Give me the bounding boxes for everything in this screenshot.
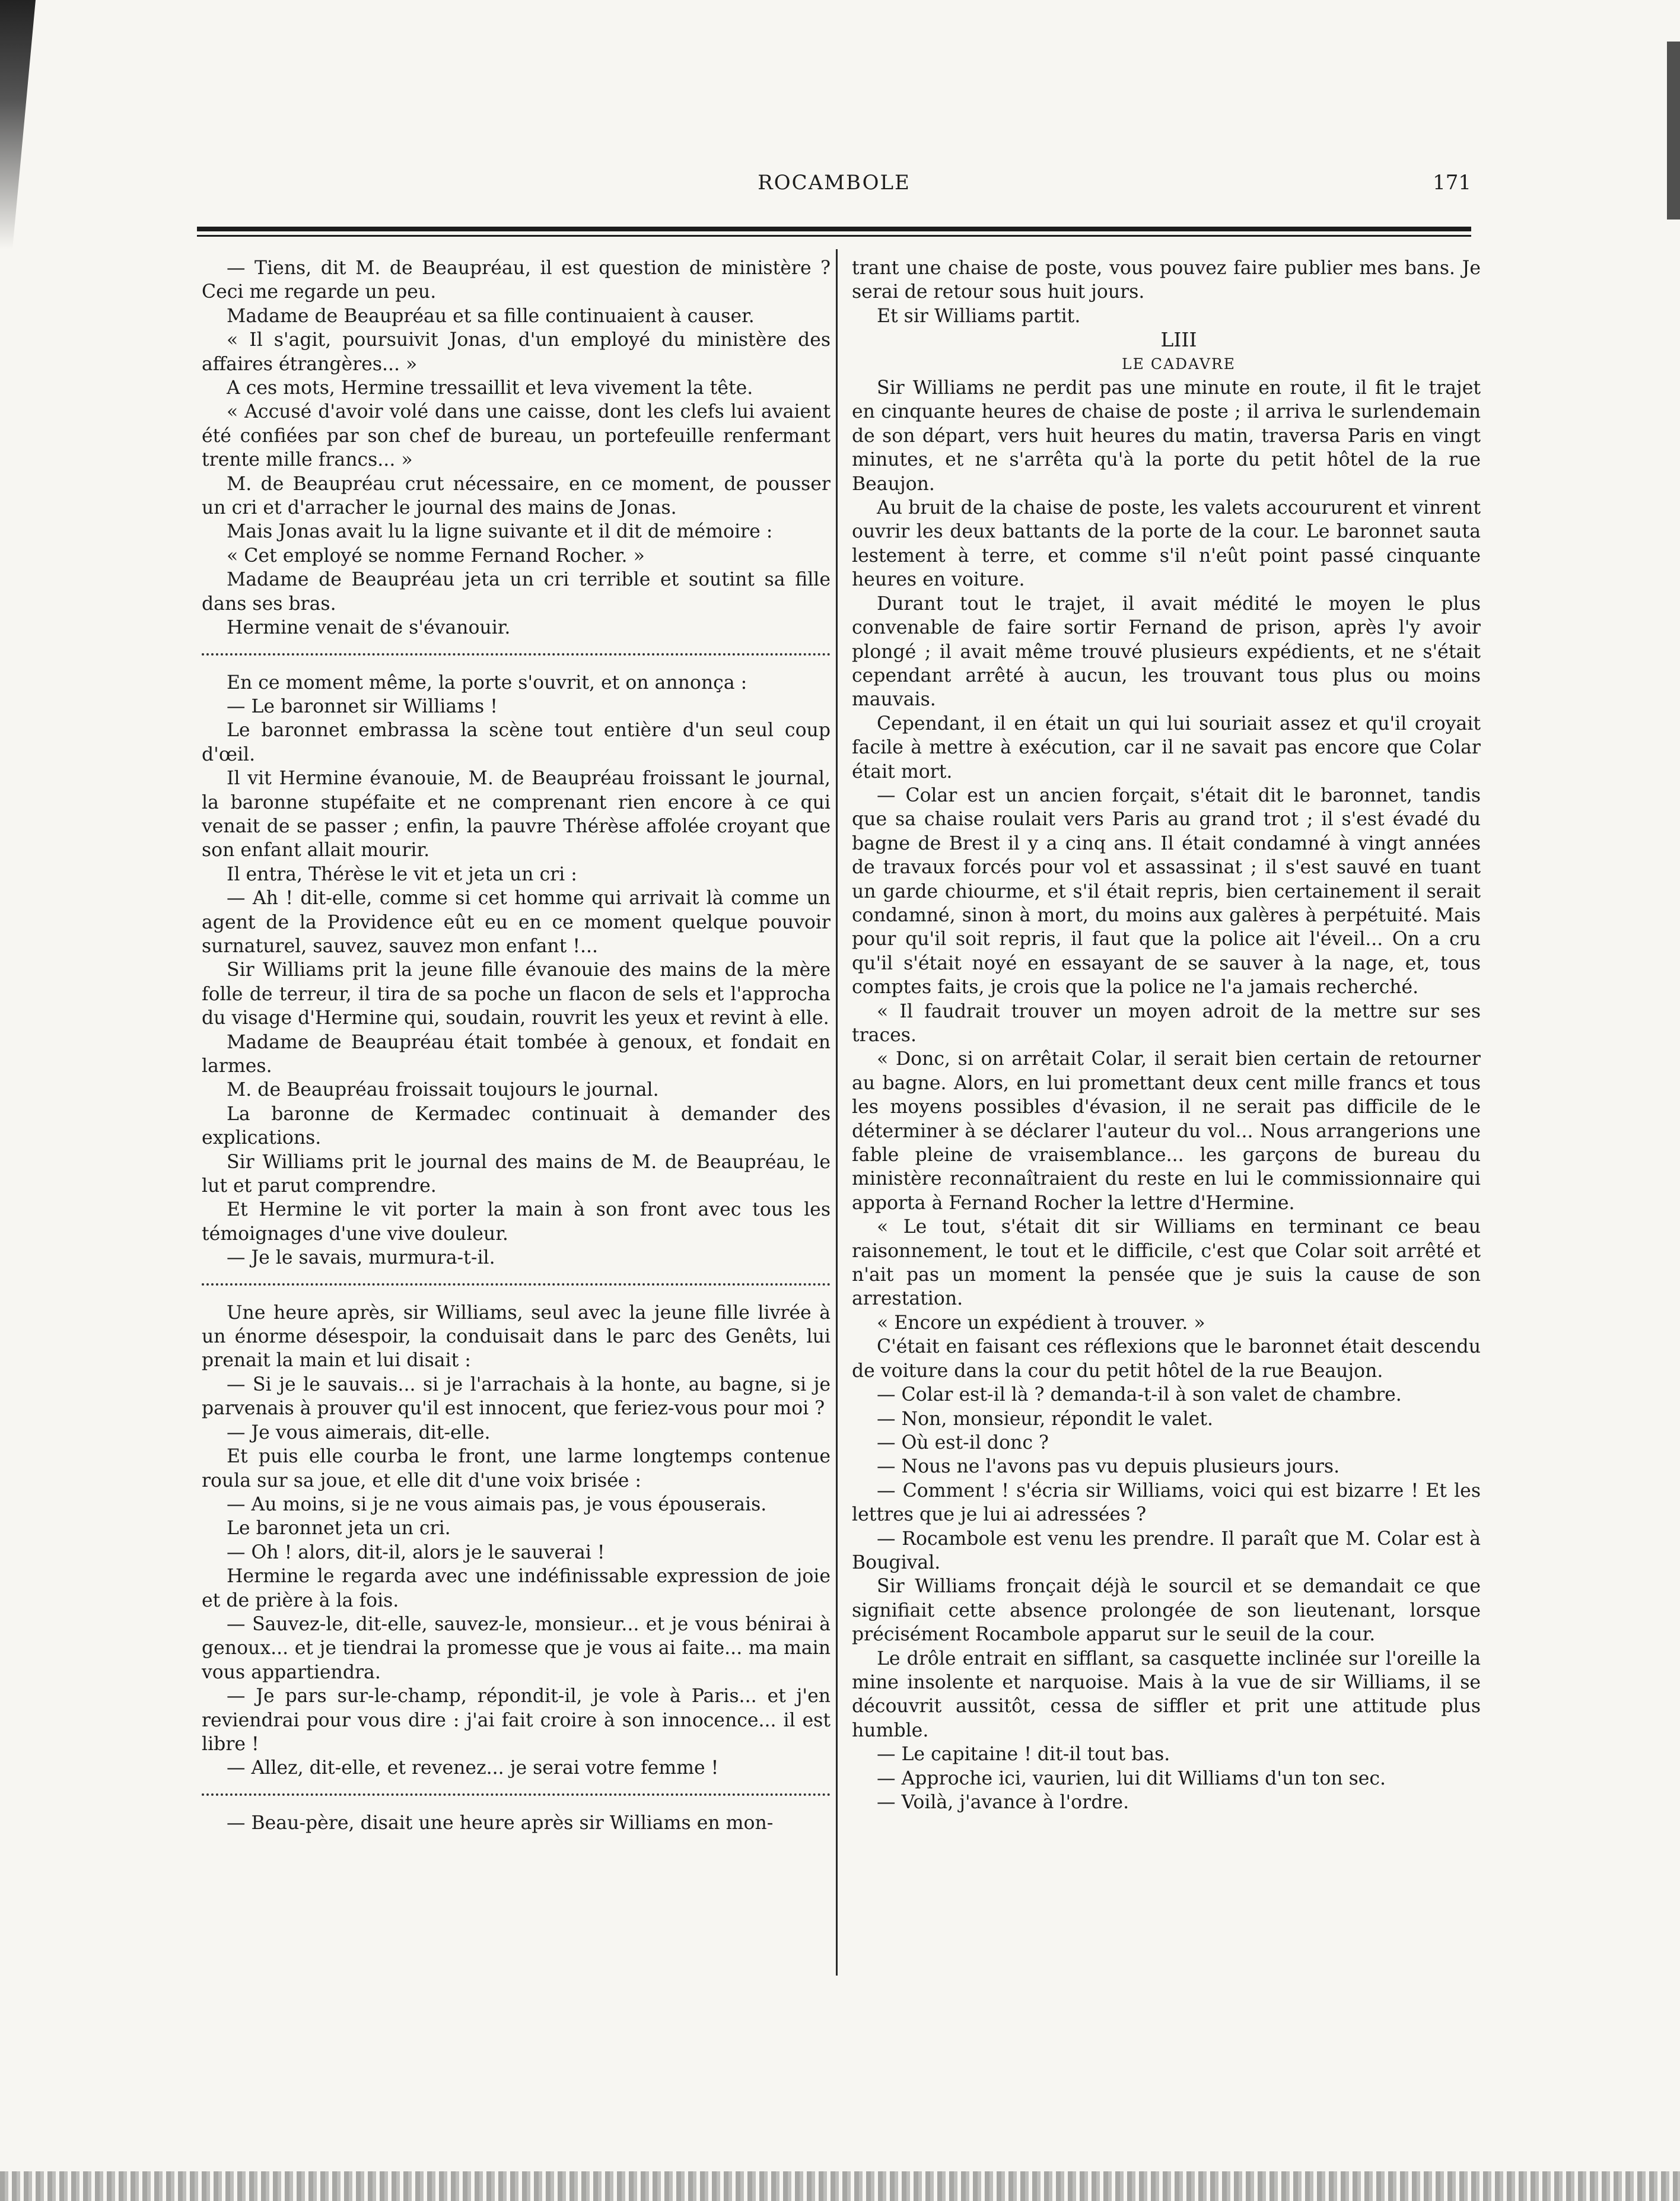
paragraph: En ce moment même, la porte s'ouvrit, et on annonça : [227, 672, 747, 694]
paragraph: — Ah ! dit-elle, comme si cet homme qui arrivait là comme un agent de la Providence eût eu en ce moment quelque pouvoir surnaturel, sauvez, sauvez mon enfant !... [202, 888, 831, 957]
paragraph: — Oh ! alors, dit-il, alors je le sauverai ! [227, 1541, 605, 1563]
chapter-number: LIII [1160, 328, 1197, 352]
paragraph: — Colar est un ancien forçait, s'était dit le baronnet, tandis que sa chaise roulait vers Paris au grand trot ; il s'est évadé du bagne de Brest il y a cinq ans. Il était condamné à vingt années de travaux forcés pour vol et assassinat ; il s'est sauvé en tuant un garde chiourme, et s'il était repris, bien certainement il serait condamné, sinon à mort, du moins aux galères à perpétuité. Mais pour qu'il soit repris, il faut que la police ait l'éveil... On a cru qu'il s'était noyé en essayant de se sauver à la nage, et, tous comptes faits, je crois que la police ne l'a jamais recherché. [852, 784, 1481, 998]
paragraph: Il entra, Thérèse le vit et jeta un cri : [227, 863, 577, 885]
page-header [197, 171, 1471, 199]
paragraph: Hermine venait de s'évanouir. [227, 617, 511, 639]
paragraph: Mais Jonas avait lu la ligne suivante et il dit de mémoire : [227, 521, 773, 543]
scan-edge-bottom [0, 2171, 1680, 2201]
left-column [202, 256, 831, 1835]
paragraph: Et puis elle courba le front, une larme longtemps contenue roula sur sa joue, et elle dit d'une voix brisée : [202, 1446, 831, 1491]
dotted-separator [202, 1259, 831, 1286]
paragraph: Une heure après, sir Williams, seul avec la jeune fille livrée à un énorme désespoir, la conduisait dans le parc des Genêts, lui prenait la main et lui disait : [202, 1302, 831, 1372]
paragraph: trant une chaise de poste, vous pouvez faire publier mes bans. Je serai de retour sous huit jours. [852, 257, 1481, 303]
paragraph: Et Hermine le vit porter la main à son front avec tous les témoignages d'une vive douleur. [202, 1199, 831, 1245]
paragraph: M. de Beaupréau froissait toujours le journal. [227, 1079, 659, 1101]
paragraph: — Rocambole est venu les prendre. Il paraît que M. Colar est à Bougival. [852, 1528, 1481, 1573]
paragraph: Sir Williams ne perdit pas une minute en route, il fit le trajet en cinquante heures de chaise de poste ; il arriva le surlendemain de son départ, vers huit heures du matin, traversa Paris en vingt minutes, et ne s'arrêta qu'à la porte du petit hôtel de la rue Beaujon. [852, 377, 1481, 495]
dotted-separator [202, 629, 831, 656]
paragraph: Sir Williams fronçait déjà le sourcil et se demandait ce que signifiait cette absence prolongée de son lieutenant, lorsque précisément Rocambole apparut sur le seuil de la cour. [852, 1576, 1481, 1646]
paragraph: Madame de Beaupréau était tombée à genoux, et fondait en larmes. [202, 1031, 831, 1077]
paragraph: — Le baronnet sir Williams ! [227, 695, 498, 717]
paragraph: Le baronnet jeta un cri. [227, 1518, 451, 1540]
paragraph: C'était en faisant ces réflexions que le baronnet était descendu de voiture dans la cour du petit hôtel de la rue Beaujon. [852, 1336, 1481, 1382]
paragraph: Madame de Beaupréau et sa fille continuaient à causer. [227, 305, 755, 327]
paragraph: — Je pars sur-le-champ, répondit-il, je vole à Paris... et j'en reviendrai pour vous dire : j'ai fait croire à son innocence... il est libre ! [202, 1685, 831, 1755]
paragraph: — Colar est-il là ? demanda-t-il à son valet de chambre. [877, 1384, 1402, 1406]
paragraph: « Il s'agit, poursuivit Jonas, d'un employé du ministère des affaires étrangères... » [202, 329, 831, 375]
paragraph: — Je vous aimerais, dit-elle. [227, 1421, 491, 1443]
paragraph: Le drôle entrait en sifflant, sa casquette inclinée sur l'oreille la mine insolente et narquoise. Mais à la vue de sir Williams, il se découvrit aussitôt, cessa de siffler et prit une attitude plus humble. [852, 1647, 1481, 1741]
paragraph: Sir Williams prit la jeune fille évanouie des mains de la mère folle de terreur, il tira de sa poche un flacon de sels et l'approcha du visage d'Hermine qui, soudain, rouvrit les yeux et revint à elle. [202, 959, 831, 1029]
dotted-separator [202, 1770, 831, 1796]
paragraph: — Sauvez-le, dit-elle, sauvez-le, monsieur... et je vous bénirai à genoux... et je tiendrai la promesse que je vous ai faite... ma main vous appartiendra. [202, 1613, 831, 1683]
scan-edge-right [1667, 42, 1680, 220]
paragraph: Sir Williams prit le journal des mains de M. de Beaupréau, le lut et parut comprendre. [202, 1151, 831, 1197]
paragraph: — Non, monsieur, répondit le valet. [877, 1408, 1213, 1430]
paragraph: — Le capitaine ! dit-il tout bas. [877, 1744, 1170, 1766]
paragraph: « Accusé d'avoir volé dans une caisse, dont les clefs lui avaient été confiées par son chef de bureau, un portefeuille renfermant trente mille francs... » [202, 401, 831, 471]
paragraph: A ces mots, Hermine tressaillit et leva vivement la tête. [227, 377, 753, 399]
paragraph: Durant tout le trajet, il avait médité le moyen le plus convenable de faire sortir Fernand de prison, après l'y avoir plongé ; il avait même trouvé plusieurs expédients, et ne s'était cependant arrêté à aucun, les trouvant tous plus ou moins mauvais. [852, 593, 1481, 711]
paragraph: Il vit Hermine évanouie, M. de Beaupréau froissant le journal, la baronne stupéfaite et ne comprenant rien encore à ce qui venait de se passer ; enfin, la pauvre Thérèse affolée croyant que son enfant allait mourir. [202, 768, 831, 861]
paragraph: « Encore un expédient à trouver. » [877, 1312, 1205, 1334]
scan-edge-left [0, 0, 36, 249]
paragraph: — Je le savais, murmura-t-il. [227, 1247, 495, 1269]
paragraph: — Approche ici, vaurien, lui dit Williams d'un ton sec. [877, 1767, 1386, 1789]
chapter-title: LE CADAVRE [1122, 355, 1236, 373]
running-title: ROCAMBOLE [758, 171, 911, 195]
paragraph: — Voilà, j'avance à l'ordre. [877, 1792, 1129, 1813]
paragraph: — Où est-il donc ? [877, 1432, 1049, 1453]
paragraph: Et sir Williams partit. [877, 305, 1081, 327]
page-number: 171 [1433, 171, 1471, 195]
paragraph: « Le tout, s'était dit sir Williams en terminant ce beau raisonnement, le tout et le difficile, c'est que Colar soit arrêté et n'ait pas un moment la pensée que je suis la cause de son arrestation. [852, 1216, 1481, 1310]
paragraph: — Au moins, si je ne vous aimais pas, je vous épouserais. [227, 1493, 767, 1515]
paragraph: Hermine le regarda avec une indéfinissable expression de joie et de prière à la fois. [202, 1566, 831, 1611]
paragraph: — Tiens, dit M. de Beaupréau, il est question de ministère ? Ceci me regarde un peu. [202, 257, 831, 303]
paragraph: M. de Beaupréau crut nécessaire, en ce moment, de pousser un cri et d'arracher le journal des mains de Jonas. [202, 473, 831, 519]
paragraph: Le baronnet embrassa la scène tout entière d'un seul coup d'œil. [202, 720, 831, 765]
paragraph: « Cet employé se nomme Fernand Rocher. » [227, 545, 645, 567]
paragraph: — Beau-père, disait une heure après sir Williams en mon- [227, 1812, 774, 1834]
paragraph: — Si je le sauvais... si je l'arrachais à la honte, au bagne, si je parvenais à prouver qu'il est innocent, que feriez-vous pour moi ? [202, 1373, 831, 1420]
paragraph: — Allez, dit-elle, et revenez... je serai votre femme ! [227, 1757, 719, 1779]
paragraph: La baronne de Kermadec continuait à demander des explications. [202, 1103, 831, 1149]
header-rule-thick [197, 227, 1471, 231]
paragraph: — Comment ! s'écria sir Williams, voici qui est bizarre ! Et les lettres que je lui ai adressées ? [852, 1480, 1481, 1526]
column-divider [836, 249, 838, 1976]
right-column [852, 256, 1481, 1814]
paragraph: Au bruit de la chaise de poste, les valets accoururent et vinrent ouvrir les deux battants de la porte de la cour. Le baronnet sauta lestement à terre, et comme s'il n'eût point passé cinquante heures en voiture. [852, 497, 1481, 591]
paragraph: « Donc, si on arrêtait Colar, il serait bien certain de retourner au bagne. Alors, en lui promettant deux cent mille francs et tous les moyens possibles d'évasion, il ne serait pas difficile de le déterminer à se déclarer l'auteur du vol... Nous arrangerions une fable pleine de vraisemblance... les garçons de bureau du ministère reconnaîtraient du reste en lui le commissionnaire qui apporta à Fernand Rocher la lettre d'Hermine. [852, 1048, 1481, 1214]
paragraph: Cependant, il en était un qui lui souriait assez et qu'il croyait facile à mettre à exécution, car il ne savait pas encore que Colar était mort. [852, 713, 1481, 783]
paragraph: « Il faudrait trouver un moyen adroit de la mettre sur ses traces. [852, 1000, 1481, 1046]
header-rule-thin [197, 235, 1471, 237]
paragraph: — Nous ne l'avons pas vu depuis plusieurs jours. [877, 1456, 1340, 1478]
paragraph: Madame de Beaupréau jeta un cri terrible et soutint sa fille dans ses bras. [202, 569, 831, 615]
